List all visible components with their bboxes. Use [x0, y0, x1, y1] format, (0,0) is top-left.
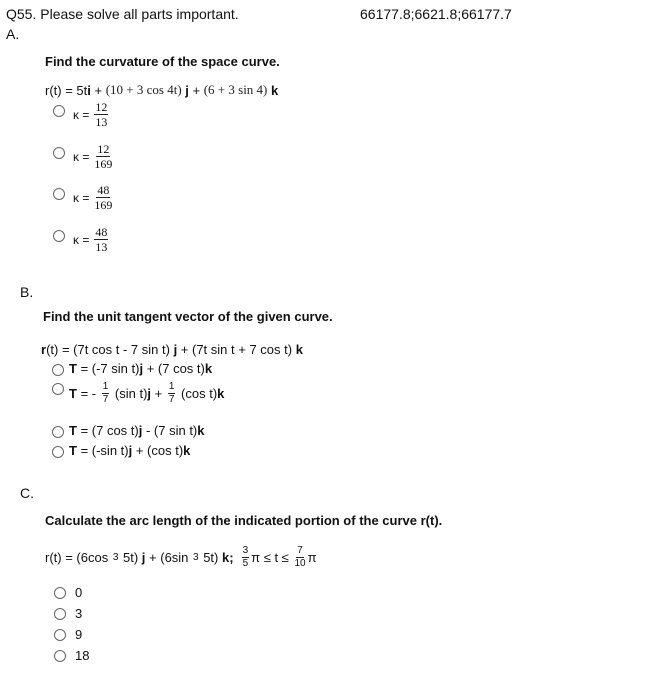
- k-symbol: k;: [222, 550, 234, 565]
- term: (cos t): [177, 386, 218, 401]
- part-a-question: Find the curvature of the space curve.: [45, 54, 280, 69]
- eq-k-expression: (6 + 3 sin 4): [203, 82, 268, 97]
- eq-x-component: (t) = (7t cos t - 7 sin t): [46, 342, 174, 357]
- numerator: 3: [242, 545, 249, 556]
- part-c-option-4-radio[interactable]: [54, 650, 66, 662]
- t-symbol: T: [69, 361, 77, 376]
- eq-r: r: [41, 342, 47, 357]
- denominator: 169: [94, 198, 113, 212]
- fraction: [168, 382, 176, 405]
- pi-symbol: π: [307, 550, 317, 565]
- part-b-option-2[interactable]: [69, 382, 224, 405]
- denominator: 7: [102, 394, 109, 405]
- eq-j: j: [173, 342, 178, 357]
- part-a-option-2-radio[interactable]: [53, 147, 65, 159]
- part-b-option-2-radio[interactable]: [52, 383, 64, 395]
- part-a-option-3[interactable]: [73, 184, 114, 211]
- eq-lead: r(t) = 5t: [45, 82, 88, 98]
- eq-plus: +: [90, 82, 106, 98]
- part-c-option-3[interactable]: 9: [75, 627, 83, 642]
- part-b-option-4[interactable]: [69, 443, 190, 458]
- term: + (cos t): [132, 443, 184, 458]
- part-a-option-2[interactable]: [73, 143, 114, 170]
- part-b-option-1-radio[interactable]: [52, 364, 64, 376]
- part-b-question: Find the unit tangent vector of the given curve.: [43, 309, 333, 324]
- part-a-option-4[interactable]: [73, 226, 110, 253]
- part-c-option-2[interactable]: 3: [75, 606, 83, 621]
- part-a-option-1-radio[interactable]: [53, 105, 65, 117]
- eq-i: i: [87, 82, 91, 98]
- kappa-label: κ =: [73, 149, 90, 164]
- part-c-equation: [45, 546, 317, 569]
- j-symbol: j: [141, 550, 146, 565]
- upper-bound-fraction: [294, 546, 305, 569]
- term: 5t): [119, 550, 142, 565]
- term: r(t) = (6cos: [45, 550, 112, 565]
- part-c-option-1-radio[interactable]: [54, 587, 66, 599]
- part-b-equation: [41, 342, 303, 357]
- k-symbol: k: [183, 443, 191, 458]
- part-b-option-3[interactable]: [69, 423, 205, 438]
- numerator: 7: [297, 545, 303, 556]
- fraction: [94, 184, 112, 211]
- part-a-option-3-radio[interactable]: [53, 188, 65, 200]
- fraction: [94, 101, 108, 128]
- denominator: 13: [95, 240, 108, 254]
- numerator: 48: [97, 183, 110, 197]
- exponent: 3: [193, 552, 199, 563]
- k-symbol: k: [204, 361, 213, 376]
- denominator: 169: [94, 157, 113, 171]
- term: = -: [76, 386, 100, 401]
- t-symbol: T: [69, 443, 77, 458]
- question-id: Q55: [6, 6, 33, 22]
- exponent: 3: [112, 552, 119, 563]
- eq-j-expression: (10 + 3 cos 4t): [105, 82, 182, 97]
- term: - (7 sin t): [142, 423, 198, 438]
- fraction: [94, 143, 112, 170]
- j-symbol: j: [147, 386, 152, 401]
- eq-k: k: [295, 342, 303, 357]
- term: = (-7 sin t): [76, 361, 140, 376]
- term: + (7 cos t): [143, 361, 205, 376]
- eq-k: k: [267, 82, 279, 98]
- kappa-label: κ =: [73, 232, 90, 247]
- answer-codes: 66177.8;6621.8;66177.7: [360, 6, 512, 22]
- fraction: [102, 382, 110, 405]
- numerator: 1: [102, 381, 109, 392]
- part-a-label: A.: [6, 26, 20, 42]
- j-symbol: j: [128, 443, 133, 458]
- part-b-option-3-radio[interactable]: [52, 426, 64, 438]
- eq-j: j: [181, 82, 189, 98]
- term: = (7 cos t): [76, 423, 139, 438]
- term: +: [151, 386, 166, 401]
- part-a-option-1[interactable]: [73, 101, 110, 128]
- t-symbol: T: [69, 423, 77, 438]
- k-symbol: k: [217, 386, 225, 401]
- denominator: 7: [168, 394, 175, 405]
- part-c-option-2-radio[interactable]: [54, 608, 66, 620]
- term: = (-sin t): [76, 443, 129, 458]
- t-symbol: T: [69, 386, 77, 401]
- eq-plus: +: [188, 82, 204, 98]
- part-c-option-4[interactable]: 18: [75, 648, 90, 663]
- part-a-equation: [45, 82, 278, 98]
- lower-bound-fraction: [242, 546, 250, 569]
- question-header: [6, 6, 239, 22]
- numerator: 12: [97, 142, 110, 156]
- part-b-label: B.: [20, 284, 34, 300]
- part-c-label: C.: [20, 485, 34, 501]
- term: 5t): [199, 550, 222, 565]
- part-b-option-1[interactable]: [69, 361, 212, 376]
- part-c-option-3-radio[interactable]: [54, 629, 66, 641]
- j-symbol: j: [139, 361, 144, 376]
- k-symbol: k: [197, 423, 205, 438]
- denominator: 5: [242, 558, 249, 569]
- numerator: 12: [95, 100, 108, 114]
- eq-y-component: + (7t sin t + 7 cos t): [177, 342, 296, 357]
- part-c-option-1[interactable]: 0: [75, 585, 83, 600]
- kappa-label: κ =: [73, 107, 90, 122]
- part-c-question: Calculate the arc length of the indicated portion of the curve r(t).: [45, 513, 443, 528]
- denominator: 13: [95, 115, 108, 129]
- part-b-option-4-radio[interactable]: [52, 446, 64, 458]
- numerator: 48: [95, 225, 108, 239]
- j-symbol: j: [138, 423, 143, 438]
- fraction: [94, 226, 108, 253]
- interval-text: π ≤ t ≤: [251, 550, 293, 565]
- numerator: 1: [168, 381, 175, 392]
- part-a-option-4-radio[interactable]: [53, 230, 65, 242]
- denominator: 10: [294, 558, 306, 569]
- term: + (6sin: [145, 550, 193, 565]
- term: (sin t): [111, 386, 148, 401]
- question-title: . Please solve all parts important.: [32, 6, 239, 22]
- kappa-label: κ =: [73, 190, 90, 205]
